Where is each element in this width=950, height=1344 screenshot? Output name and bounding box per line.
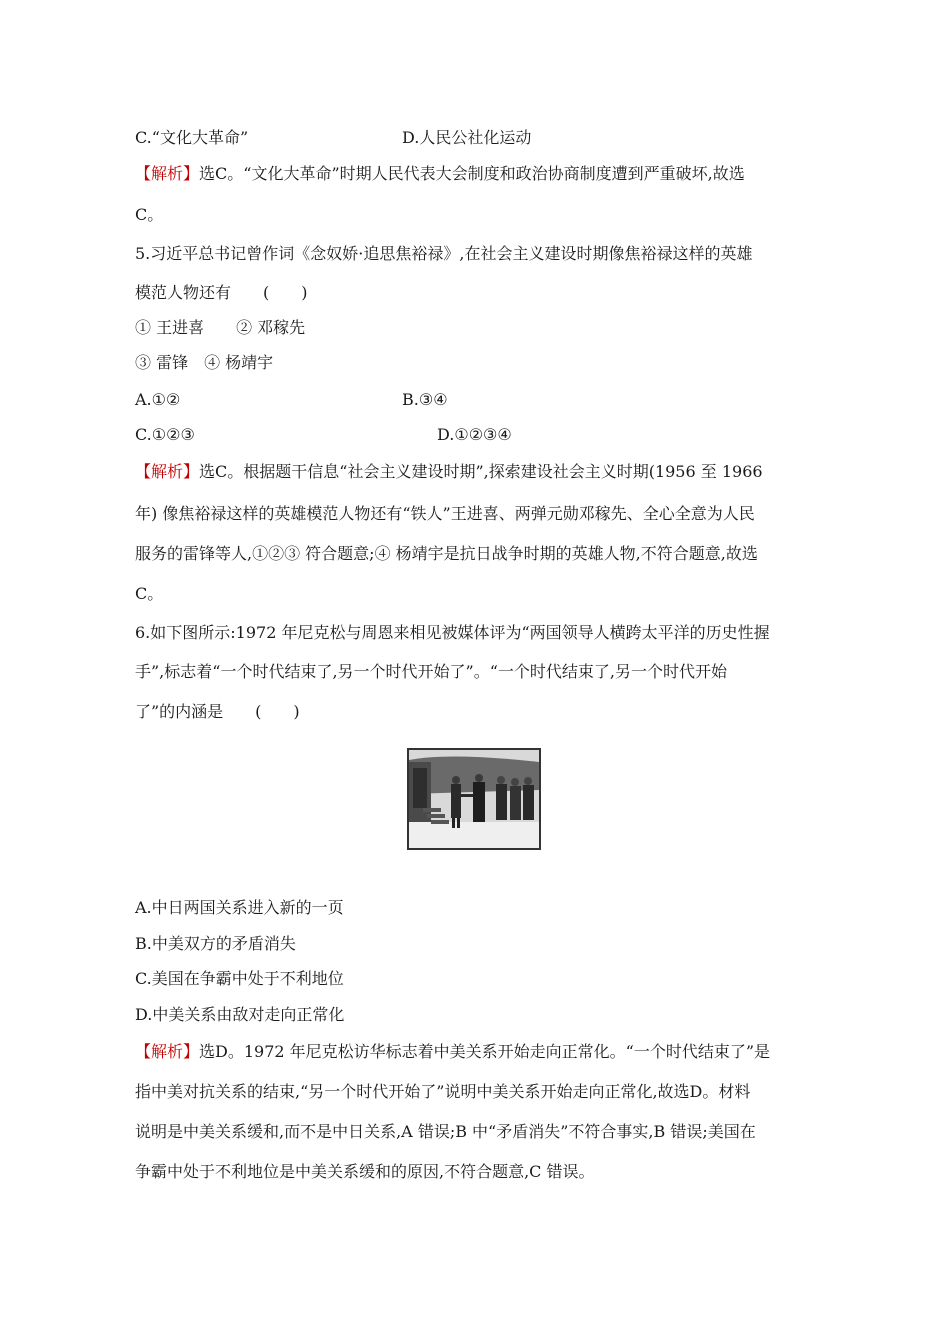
analysis-text: 选C。“文化大革命”时期人民代表大会制度和政治协商制度遭到严重破坏,故选	[199, 164, 745, 183]
analysis-tag: 【解析】	[135, 164, 200, 183]
handshake-photo-illustration	[409, 750, 539, 848]
q5-items-row-2: ③ 雷锋 ④ 杨靖宇	[135, 353, 274, 372]
q5-analysis-line-3: 服务的雷锋等人,①②③ 符合题意;④ 杨靖宇是抗日战争时期的英雄人物,不符合题意,故选	[135, 544, 758, 563]
q4-option-c: C.“文化大革命”	[135, 128, 249, 147]
q5-analysis-line-4: C。	[135, 584, 164, 603]
q6-option-c: C.美国在争霸中处于不利地位	[135, 969, 344, 988]
q6-analysis-line-2: 指中美对抗关系的结束,“另一个时代开始了”说明中美关系开始走向正常化,故选D。材料	[135, 1082, 751, 1101]
q6-analysis-line-4: 争霸中处于不利地位是中美关系缓和的原因,不符合题意,C 错误。	[135, 1162, 595, 1181]
analysis-tag: 【解析】	[135, 462, 200, 481]
q6-analysis-line	[135, 1042, 770, 1062]
q4-analysis-line	[135, 164, 745, 184]
analysis-tag: 【解析】	[135, 1042, 200, 1061]
handshake-photo	[407, 748, 541, 850]
q6-option-b: B.中美双方的矛盾消失	[135, 934, 296, 953]
analysis-text: 选D。1972 年尼克松访华标志着中美关系开始走向正常化。“一个时代结束了”是	[199, 1042, 771, 1061]
q5-option-c: C.①②③	[135, 425, 195, 444]
q6-option-d: D.中美关系由敌对走向正常化	[135, 1005, 345, 1024]
q5-option-b: B.③④	[402, 390, 448, 409]
q6-stem-line-1: 6.如下图所示:1972 年尼克松与周恩来相见被媒体评为“两国领导人横跨太平洋的历史性握	[135, 623, 770, 642]
q6-stem-line-3: 了”的内涵是 ( )	[135, 702, 300, 721]
q5-analysis-line-2: 年) 像焦裕禄这样的英雄模范人物还有“铁人”王进喜、两弹元勋邓稼先、全心全意为人民	[135, 504, 755, 523]
q5-stem-line-1: 5.习近平总书记曾作词《念奴娇·追思焦裕禄》,在社会主义建设时期像焦裕禄这样的英雄	[135, 244, 753, 263]
q6-option-a: A.中日两国关系进入新的一页	[135, 898, 344, 917]
q6-analysis-line-3: 说明是中美关系缓和,而不是中日关系,A 错误;B 中“矛盾消失”不符合事实,B 错误;美国在	[135, 1122, 756, 1141]
q5-option-d: D.①②③④	[437, 425, 512, 444]
analysis-text: 选C。根据题干信息“社会主义建设时期”,探索建设社会主义时期(1956 至 1966	[199, 462, 763, 481]
q5-items-row-1: ① 王进喜 ② 邓稼先	[135, 318, 306, 337]
q5-option-a: A.①②	[135, 390, 181, 409]
q5-stem-line-2: 模范人物还有 ( )	[135, 283, 308, 302]
q4-analysis-line-2: C。	[135, 205, 164, 224]
q6-stem-line-2: 手”,标志着“一个时代结束了,另一个时代开始了”。“一个时代结束了,另一个时代开始	[135, 662, 727, 681]
q4-option-d: D.人民公社化运动	[402, 128, 532, 147]
q5-analysis-line	[135, 462, 763, 482]
